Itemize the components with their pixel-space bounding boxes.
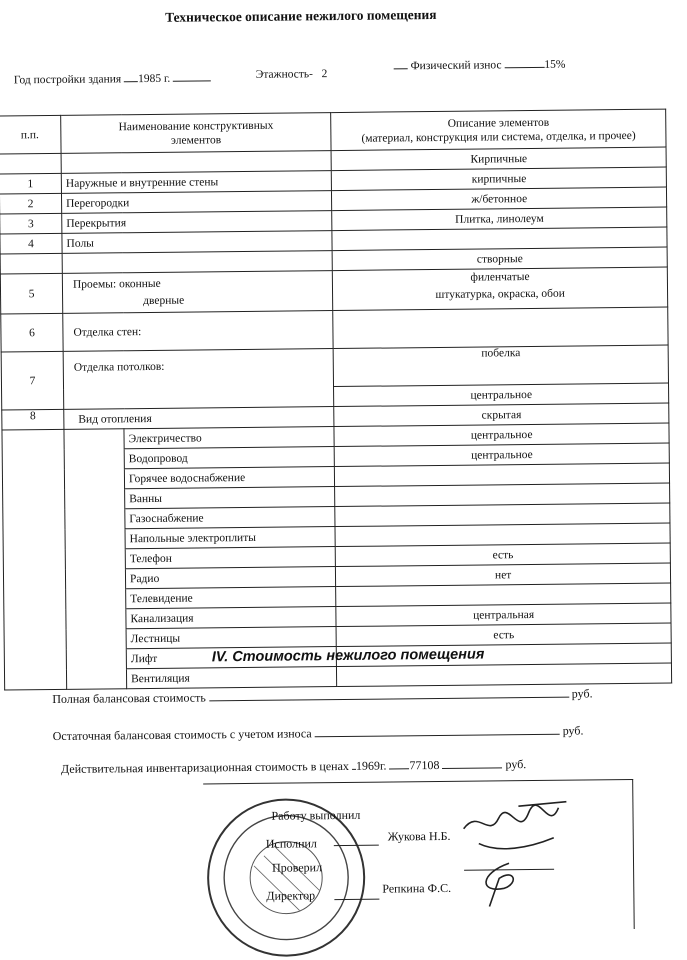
- row5-name: [62, 271, 333, 314]
- row-desc: скрытая: [334, 403, 669, 427]
- row-number: 3: [0, 213, 62, 234]
- row7-desc-a: побелка: [333, 345, 668, 387]
- utility-name: Радио: [125, 567, 336, 589]
- executor-label: Исполнил: [265, 836, 317, 851]
- inventory-cost-label: Действительная инвентаризационная стоимость в ценах: [60, 758, 349, 776]
- director-signature-icon: [469, 858, 540, 909]
- utility-desc: есть: [336, 623, 671, 647]
- utility-desc: центральное: [334, 423, 669, 447]
- checked-label: Проверил: [271, 860, 323, 875]
- row6-desc: штукатурка, окраска, обои: [435, 287, 565, 301]
- director-label: Директор: [266, 888, 316, 903]
- row-number: 4: [0, 233, 62, 254]
- full-cost-currency: руб.: [571, 686, 593, 701]
- row-number: 7: [1, 351, 64, 410]
- floors-value: 2: [321, 68, 328, 81]
- wear-label: Физический износ: [410, 59, 502, 73]
- row-name: Перегородки: [61, 191, 332, 214]
- build-year-value: 1985 г.: [138, 72, 171, 86]
- utility-desc: центральная: [336, 603, 671, 627]
- row-name: Перекрытия: [62, 211, 333, 234]
- row7-desc-b: центральное: [334, 383, 669, 407]
- utility-desc: [337, 663, 672, 687]
- utility-name: Газоснабжение: [125, 507, 336, 529]
- utility-name: Горячее водоснабжение: [124, 467, 335, 489]
- col-desc-header-line2: (материал, конструкция или система, отделка, и прочее): [361, 129, 636, 145]
- residual-cost-label: Остаточная балансовая стоимость с учетом износа: [52, 726, 312, 744]
- inventory-currency: руб.: [505, 757, 527, 772]
- build-year: [14, 69, 211, 86]
- document-title: Техническое описание нежилого помещения: [165, 6, 437, 25]
- row5-desc-b: [333, 267, 668, 311]
- col-name-header-line1: Наименование конструктивных: [118, 119, 274, 133]
- work-done-label: Работу выполнил: [271, 807, 361, 823]
- utility-name: Канализация: [126, 607, 337, 629]
- utility-name: Лифт: [126, 647, 337, 669]
- director-name: Репкина Ф.С.: [382, 880, 452, 896]
- row-number: 1: [0, 173, 61, 194]
- director-line: [334, 888, 379, 904]
- col-desc-header-line1: Описание элементов: [447, 116, 550, 130]
- row-name: Отделка стен:: [63, 311, 334, 352]
- row5-desc-a: створные: [332, 247, 667, 271]
- inventory-cost: [61, 756, 526, 777]
- row-desc: Плитка, линолеум: [332, 207, 667, 231]
- row-name: Вид отопления: [64, 407, 335, 430]
- utility-name: Лестницы: [126, 627, 337, 649]
- row-name: Наружные и внутренние стены: [61, 171, 332, 194]
- full-cost-label: Полная балансовая стоимость: [52, 690, 206, 707]
- cost-section-title: IV. Стоимость нежилого помещения: [211, 646, 485, 666]
- residual-cost-currency: руб.: [562, 723, 584, 738]
- utility-desc: нет: [336, 563, 671, 587]
- utility-name: Вентиляция: [126, 667, 337, 689]
- row-number: 2: [0, 193, 62, 214]
- utility-name: Телефон: [125, 547, 336, 569]
- utility-name: Напольные электроплиты: [125, 527, 336, 549]
- utility-name: Ванны: [125, 487, 336, 509]
- row-name: Полы: [62, 231, 333, 254]
- col-name-header: [61, 113, 332, 154]
- row-number: 8: [2, 409, 64, 430]
- col-desc-header: [331, 109, 666, 151]
- floors-label: Этажность-: [255, 68, 314, 81]
- row-name: Отделка потолков:: [63, 349, 334, 410]
- utility-name: Электричество: [124, 427, 335, 449]
- executor-signature-icon: [458, 798, 579, 859]
- wear-value: 15%: [544, 58, 566, 71]
- utility-desc: есть: [336, 543, 671, 567]
- utility-name: Водопровод: [124, 447, 335, 469]
- row-number: 6: [1, 313, 63, 352]
- executor-name: Жукова Н.Б.: [387, 828, 451, 844]
- floors: [256, 68, 328, 81]
- row5-name-a: Проемы: оконные: [72, 277, 161, 291]
- utility-desc: центральное: [334, 443, 669, 467]
- row5-desc-b-text: филенчатые: [470, 271, 530, 284]
- residual-balance-cost: [53, 722, 584, 744]
- build-year-label: Год постройки здания: [13, 73, 122, 87]
- row5-name-b: дверные: [143, 294, 185, 307]
- row-desc: ж/бетонное: [332, 187, 667, 211]
- col-name-header-line2: элементов: [170, 133, 222, 147]
- inventory-value: 77108: [409, 757, 440, 773]
- col-number-header: п.п.: [0, 115, 61, 154]
- row-number: 5: [0, 273, 62, 314]
- row1-desc-b: кирпичные: [332, 167, 667, 191]
- elements-table: [0, 109, 672, 691]
- physical-wear: [394, 56, 566, 73]
- utility-name: Телевидение: [126, 587, 337, 609]
- row1-desc-a: Кирпичные: [331, 147, 666, 171]
- table-row: [0, 267, 667, 314]
- executor-line: [334, 834, 379, 850]
- inventory-year: 1969г.: [355, 758, 387, 773]
